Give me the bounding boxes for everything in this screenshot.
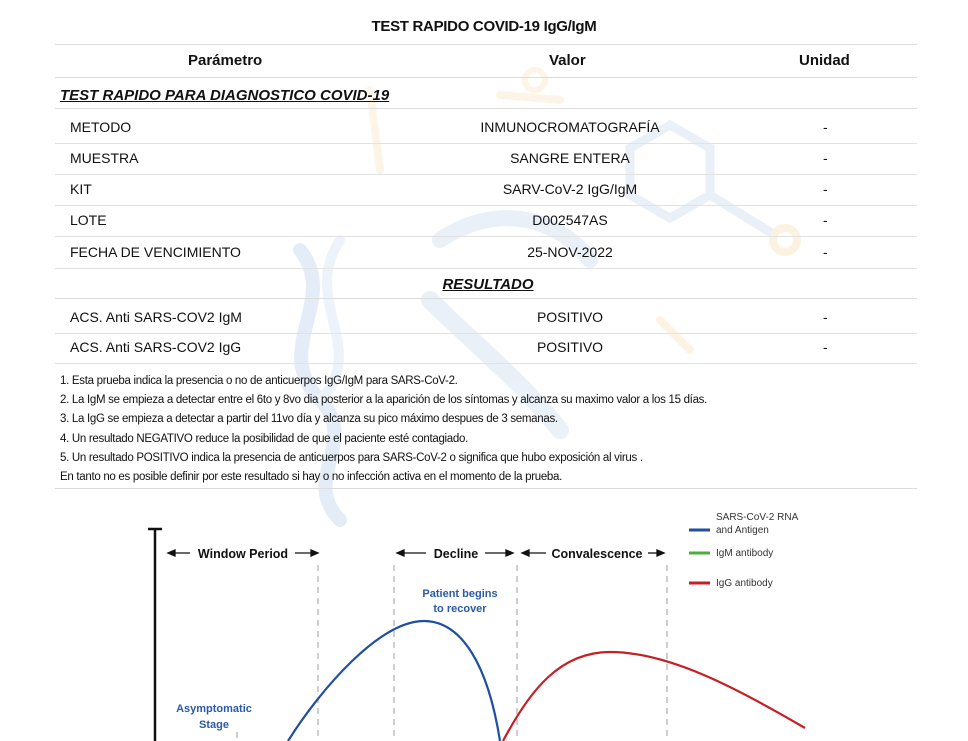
table-row: [0, 150, 968, 180]
label-window-period: Window Period: [197, 547, 289, 561]
label-decline: Decline: [433, 547, 479, 561]
arrow-head: [311, 550, 318, 556]
note-item: 2. La IgM se empieza a detectar entre el 6to y 8vo dia posterior a la aparición de los síntomas y alcanza su maximo valor a los 15 días.: [60, 394, 708, 407]
row-divider: [55, 333, 917, 334]
unit-cell: -: [823, 339, 828, 355]
legend-rna-line1: SARS-CoV-2 RNA: [716, 512, 799, 523]
value-cell: POSITIVO: [536, 309, 604, 325]
param-cell: ACS. Anti SARS-COV2 IgG: [70, 339, 242, 355]
legend-rna-line2: and Antigen: [716, 525, 769, 536]
legend-igg: IgG antibody: [716, 578, 773, 589]
value-cell: INMUNOCROMATOGRAFÍA: [480, 119, 660, 135]
label-stage: Stage: [199, 719, 229, 731]
unit-cell: -: [823, 150, 828, 166]
arrow-head: [506, 550, 513, 556]
param-cell: LOTE: [70, 212, 107, 228]
label-to-recover: to recover: [433, 603, 487, 615]
antibody-timeline-diagram: [0, 490, 968, 741]
divider: [55, 298, 917, 299]
value-cell: D002547AS: [532, 212, 608, 228]
row-divider: [55, 236, 917, 237]
legend-igm: IgM antibody: [716, 548, 774, 559]
param-cell: FECHA DE VENCIMIENTO: [70, 244, 241, 260]
unit-cell: -: [823, 212, 828, 228]
note-item: 3. La IgG se empieza a detectar a partir del 11vo día y alcanza su pico máximo despues de 3 semanas.: [60, 413, 558, 426]
unit-cell: -: [823, 181, 828, 197]
label-convalescence: Convalescence: [551, 547, 643, 561]
table-row: [0, 119, 968, 149]
divider: [55, 44, 917, 45]
row-divider: [55, 268, 917, 269]
divider: [55, 77, 917, 78]
table-row: [0, 244, 968, 274]
param-cell: KIT: [70, 181, 92, 197]
igg-antibody-curve: [503, 652, 805, 741]
legend: [689, 512, 799, 589]
label-patient-begins: Patient begins: [422, 588, 498, 600]
note-item: 1. Esta prueba indica la presencia o no de anticuerpos IgG/IgM para SARS-CoV-2.: [60, 375, 458, 387]
value-cell: POSITIVO: [536, 339, 604, 355]
label-asymptomatic: Asymptomatic: [176, 703, 252, 715]
header-parametro: Parámetro: [188, 52, 263, 69]
param-cell: MUESTRA: [70, 150, 139, 166]
divider: [55, 488, 917, 489]
row-divider: [55, 174, 917, 175]
header-valor: Valor: [549, 52, 586, 69]
report-title: TEST RAPIDO COVID-19 IgG/IgM: [371, 18, 597, 35]
arrow-head: [168, 550, 175, 556]
divider: [55, 108, 917, 109]
note-item: 5. Un resultado POSITIVO indica la presencia de anticuerpos para SARS-CoV-2 o significa que hubo exposición al virus .: [60, 451, 643, 464]
unit-cell: -: [823, 119, 828, 135]
table-row: [0, 309, 968, 339]
section-resultado: RESULTADO: [442, 276, 534, 293]
row-divider: [55, 363, 917, 364]
note-item: En tanto no es posible definir por este resultado si hay o no infección activa en el momento de la prueba.: [60, 471, 563, 484]
arrow-head: [522, 550, 529, 556]
header-unidad: Unidad: [799, 52, 850, 69]
unit-cell: -: [823, 309, 828, 325]
arrow-head: [397, 550, 404, 556]
row-divider: [55, 205, 917, 206]
section-test-rapido: TEST RAPIDO PARA DIAGNOSTICO COVID-19: [60, 87, 390, 104]
value-cell: 25-NOV-2022: [527, 244, 613, 260]
arrow-head: [657, 550, 664, 556]
unit-cell: -: [823, 244, 828, 260]
param-cell: ACS. Anti SARS-COV2 IgM: [70, 309, 242, 325]
note-item: 4. Un resultado NEGATIVO reduce la posibilidad de que el paciente esté contagiado.: [60, 432, 468, 445]
row-divider: [55, 143, 917, 144]
table-row: [0, 212, 968, 242]
table-row: [0, 339, 968, 369]
table-row: [0, 181, 968, 211]
param-cell: METODO: [70, 119, 132, 135]
value-cell: SANGRE ENTERA: [510, 150, 630, 166]
notes-list: [60, 372, 707, 487]
value-cell: SARV-CoV-2 IgG/IgM: [502, 181, 638, 197]
